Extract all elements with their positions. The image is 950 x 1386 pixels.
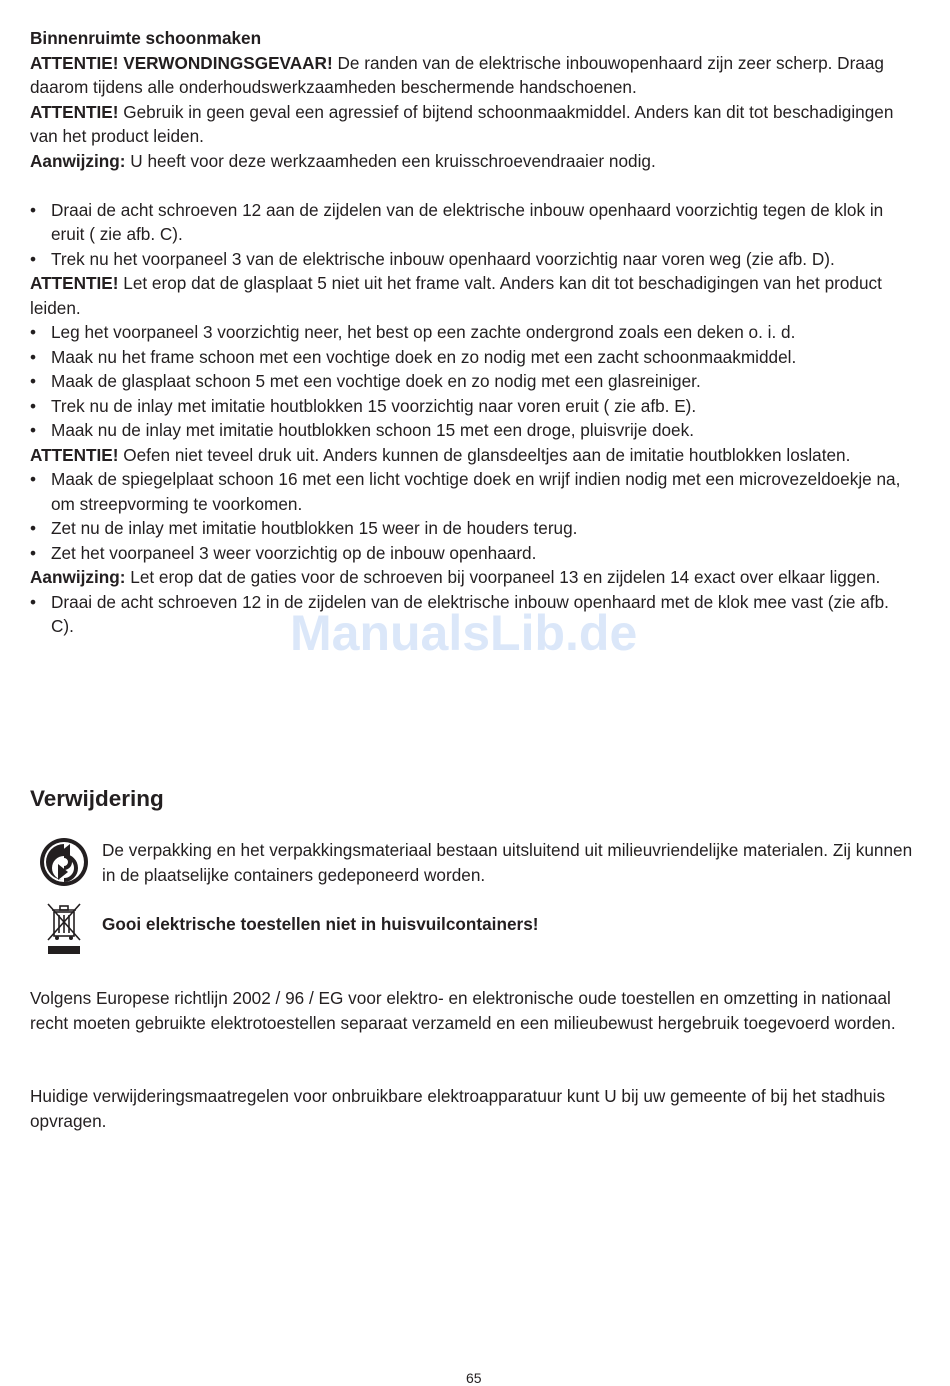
note-screwdriver xyxy=(30,149,916,174)
bullet: • xyxy=(30,420,37,440)
list-item-text: Leg het voorpaneel 3 voorzichtig neer, het best op een zachte ondergrond zoals een deken o. i. d. xyxy=(51,322,796,342)
bullet: • xyxy=(30,542,37,563)
municipality-paragraph: Huidige verwijderingsmaatregelen voor onbruikbare elektroapparatuur kunt U bij uw gemeente of bij het stadhuis opvragen. xyxy=(30,1086,886,1131)
list-item xyxy=(30,345,916,370)
warning-cleaner xyxy=(30,100,916,149)
list-item xyxy=(30,247,916,272)
list-item xyxy=(30,320,916,345)
bullet: • xyxy=(30,248,37,269)
steps-list-b xyxy=(30,320,916,443)
list-item xyxy=(30,541,916,566)
list-item xyxy=(30,467,916,516)
list-item-text: Draai de acht schroeven 12 aan de zijdelen van de elektrische inbouw openhaard voorzichtig tegen de klok in eruit ( zie afb. C). xyxy=(51,199,884,244)
warning-text: Gebruik in geen geval een agressief of bijtend schoonmaakmiddel. Anders kan dit tot beschadigingen van het product leiden. xyxy=(30,101,894,146)
note-text: Let erop dat de gaties voor de schroeven bij voorpaneel 13 en zijdelen 14 exact over elkaar liggen. xyxy=(125,567,881,587)
weee-row xyxy=(30,900,916,956)
steps-list-a xyxy=(30,198,916,272)
warning-text: Let erop dat de glasplaat 5 niet uit het frame valt. Anders kan dit tot beschadigingen van het product leiden. xyxy=(30,273,882,318)
warning-label: ATTENTIE! VERWONDINGSGEVAAR! xyxy=(30,52,333,73)
list-item-text: Trek nu de inlay met imitatie houtblokken 15 voorzichtig naar voren eruit ( zie afb. E). xyxy=(51,395,697,416)
packaging-row xyxy=(30,836,916,888)
list-item-text: Maak nu het frame schoon met een vochtige doek en zo nodig met een zacht schoonmaakmiddel. xyxy=(51,346,797,367)
bullet: • xyxy=(30,322,37,342)
page-number: 65 xyxy=(466,1370,482,1386)
bullet: • xyxy=(30,199,37,220)
note-label: Aanwijzing: xyxy=(30,150,126,171)
warning-label: ATTENTIE! xyxy=(30,101,119,122)
cleaning-section xyxy=(30,26,916,639)
list-item xyxy=(30,516,916,541)
bullet: • xyxy=(30,346,37,367)
warning-text: De randen van de elektrische inbouwopenhaard zijn zeer scherp. Draag daarom tijdens alle onderhoudswerkzaamheden beschermende handschoenen. xyxy=(30,52,884,97)
bullet: • xyxy=(30,371,37,391)
list-item xyxy=(30,369,916,394)
green-dot-recycling-icon xyxy=(38,836,90,893)
note-text: U heeft voor deze werkzaamheden een kruisschroevendraaier nodig. xyxy=(125,150,656,171)
section-heading-disposal: Verwijdering xyxy=(30,786,164,811)
bullet: • xyxy=(30,395,37,416)
warning-injury xyxy=(30,51,916,100)
warning-label: ATTENTIE! xyxy=(30,273,119,293)
directive-paragraph: Volgens Europese richtlijn 2002 / 96 / EG voor elektro- en elektronische oude toestellen en omzetting in nationaal recht moeten gebruikte elektrotoestellen separaat verzameld en een milieubewust hergebruik toegevoerd worden. xyxy=(30,988,896,1033)
packaging-text: De verpakking en het verpakkingsmateriaal bestaan uitsluitend uit milieuvriendelijke materialen. Zij kunnen in de plaatselijke containers gedeponeerd worden. xyxy=(102,840,913,885)
list-item xyxy=(30,418,916,443)
note-label: Aanwijzing: xyxy=(30,567,126,587)
watermark: ManualsLib.de xyxy=(290,605,638,661)
warning-pressure xyxy=(30,443,916,468)
list-item-text: Draai de acht schroeven 12 in de zijdelen van de elektrische inbouw openhaard met de klok mee vast (zie afb. C). xyxy=(51,591,889,636)
list-item-text: Trek nu het voorpaneel 3 van de elektrische inbouw openhaard voorzichtig naar voren weg (zie afb. D). xyxy=(51,248,835,269)
bullet: • xyxy=(30,591,37,612)
note-holes xyxy=(30,565,916,590)
bullet: • xyxy=(30,518,37,538)
list-item-text: Maak nu de inlay met imitatie houtblokken schoon 15 met een droge, pluisvrije doek. xyxy=(51,420,694,440)
list-item-text: Maak de spiegelplaat schoon 16 met een licht vochtige doek en wrijf indien nodig met een microvezeldoekje na, om streepvorming te voorkomen. xyxy=(51,469,901,514)
list-item-text: Zet het voorpaneel 3 weer voorzichtig op de inbouw openhaard. xyxy=(51,542,537,563)
list-item-text: Maak de glasplaat schoon 5 met een vochtige doek en zo nodig met een glasreiniger. xyxy=(51,371,701,391)
weee-warning-text: Gooi elektrische toestellen niet in huisvuilcontainers! xyxy=(102,914,539,934)
list-item xyxy=(30,198,916,247)
bullet: • xyxy=(30,469,37,489)
list-item xyxy=(30,394,916,419)
warning-text: Oefen niet teveel druk uit. Anders kunnen de glansdeeltjes aan de imitatie houtblokken loslaten. xyxy=(118,444,851,465)
section-heading-cleaning: Binnenruimte schoonmaken xyxy=(30,28,262,48)
warning-label: ATTENTIE! xyxy=(30,444,119,465)
steps-list-c xyxy=(30,467,916,565)
weee-crossed-bin-icon xyxy=(44,900,84,961)
warning-glass xyxy=(30,271,916,320)
list-item-text: Zet nu de inlay met imitatie houtblokken 15 weer in de houders terug. xyxy=(51,518,578,538)
